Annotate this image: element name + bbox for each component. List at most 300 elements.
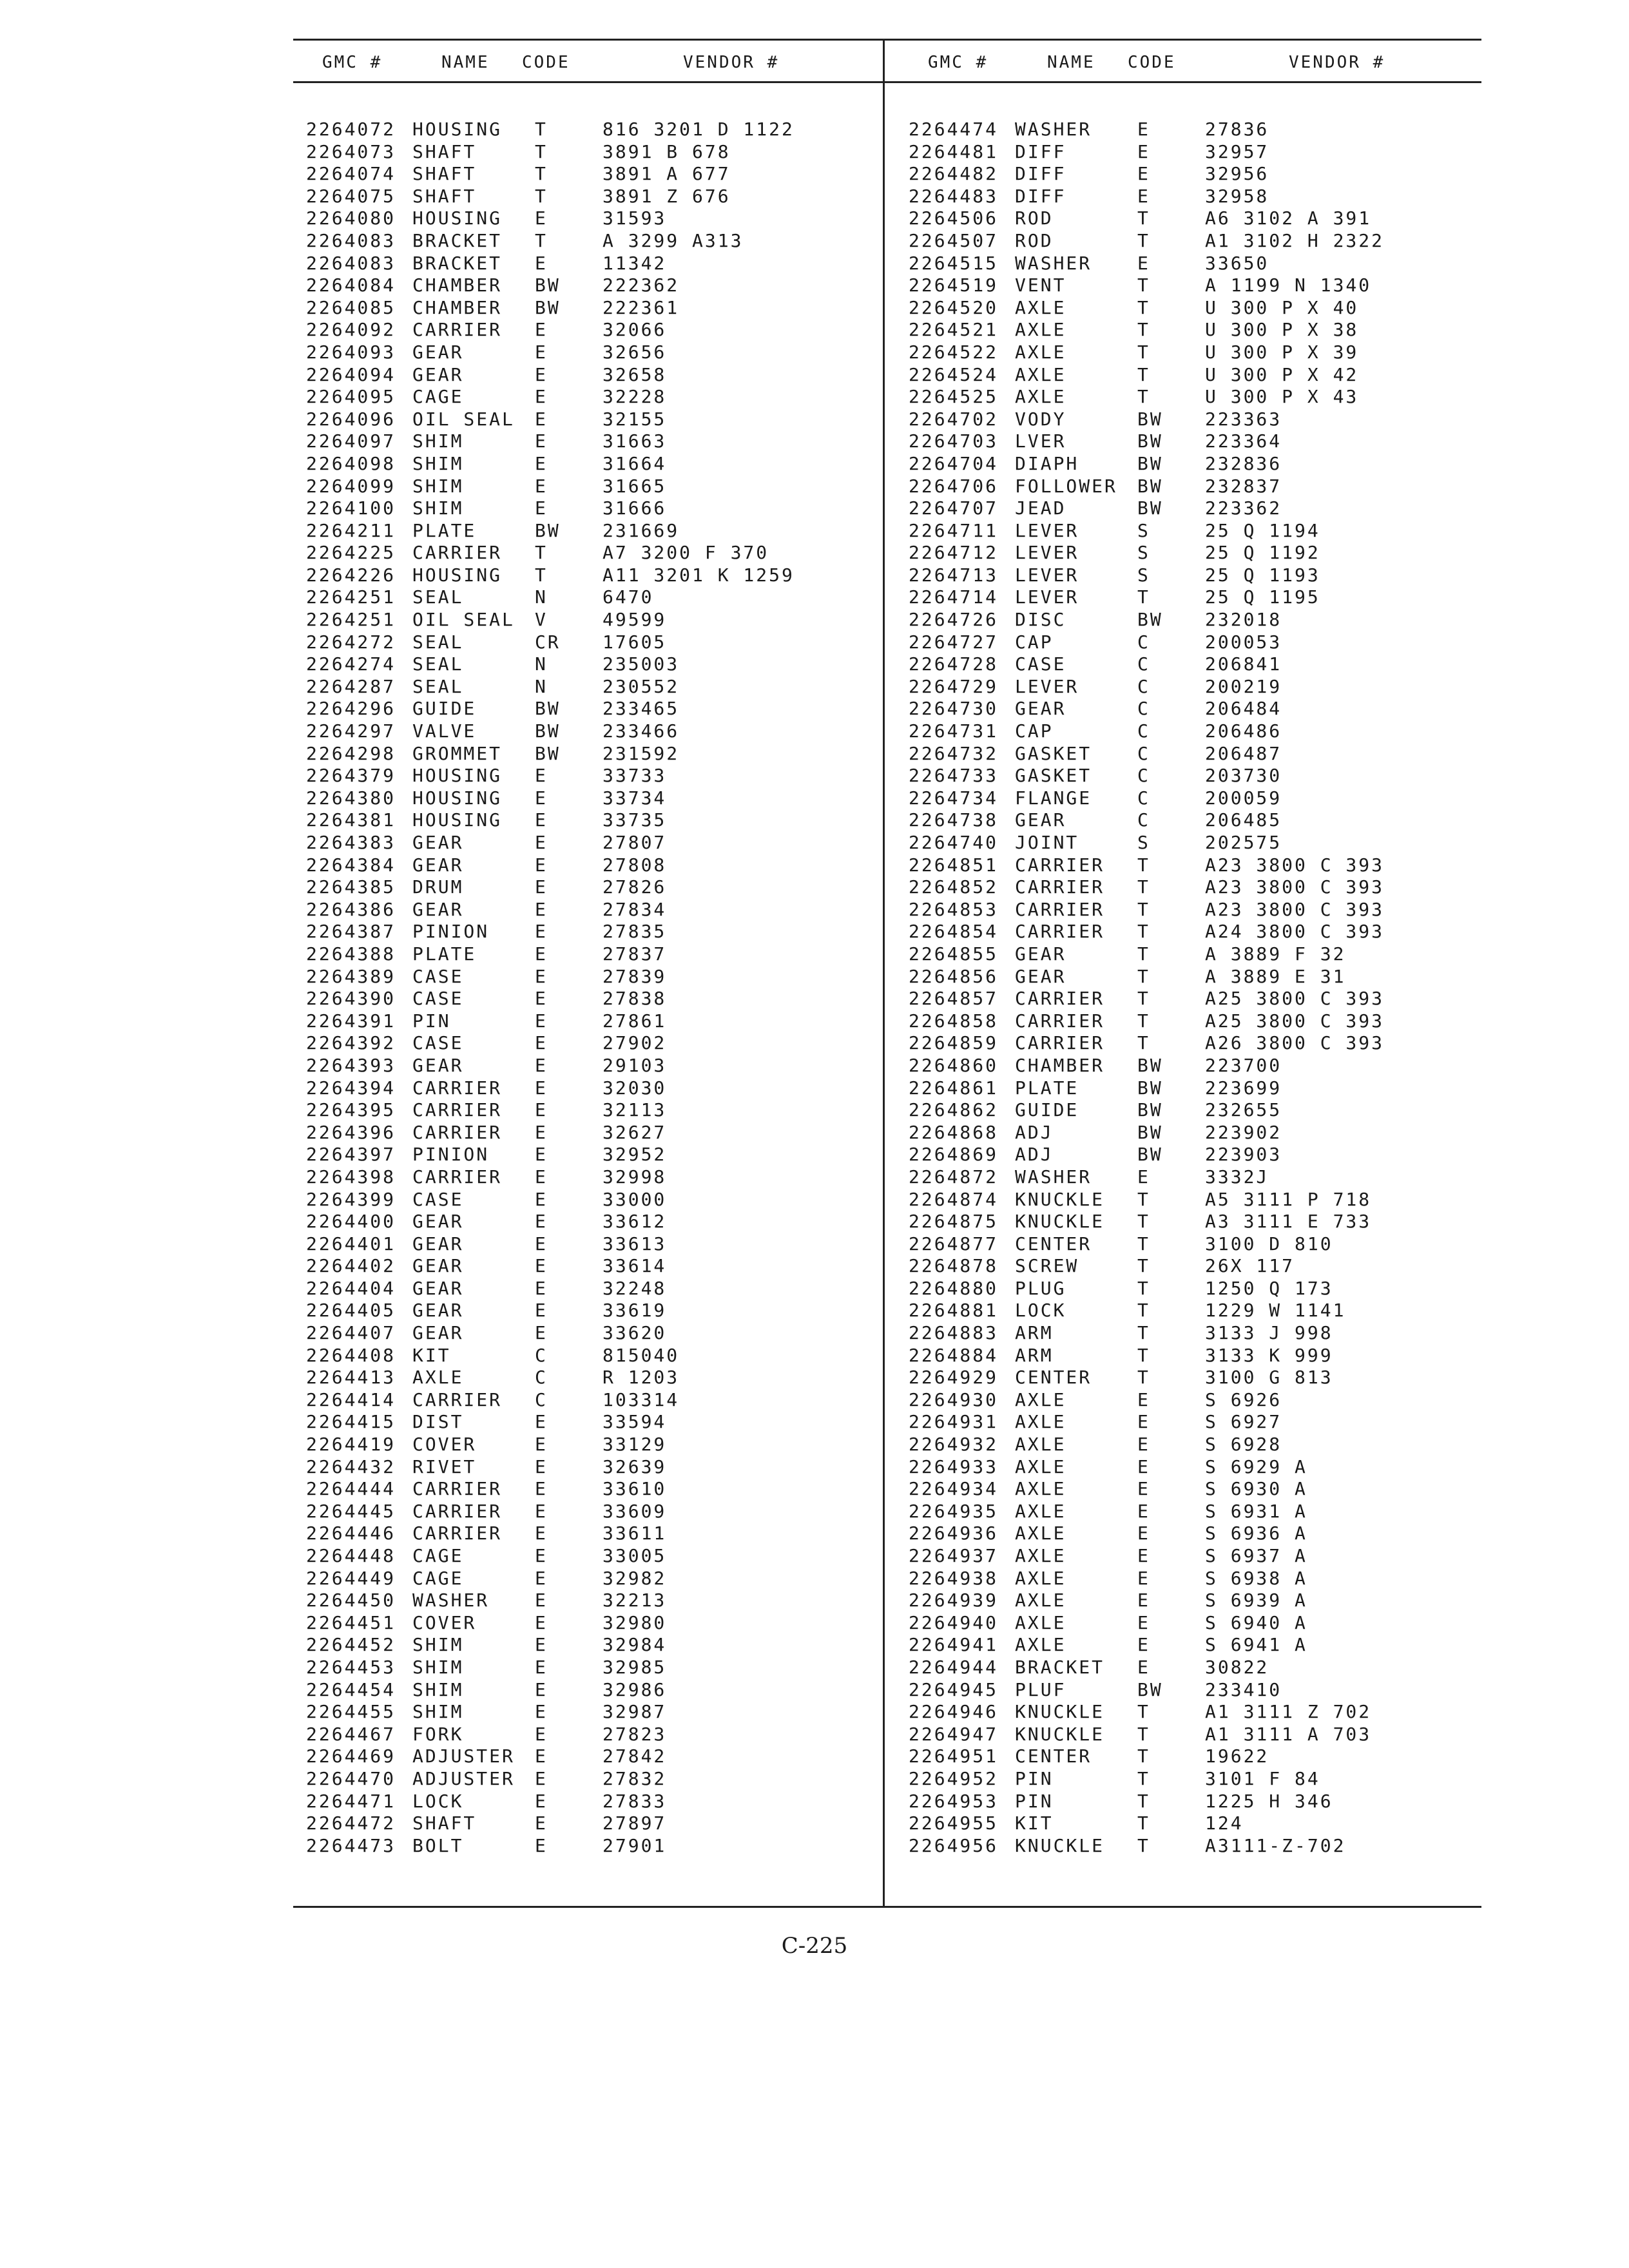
- vendor-code: C: [535, 1389, 548, 1410]
- vendor-number: U 300 P X 40: [1205, 296, 1359, 318]
- vendor-number: 33612: [602, 1211, 667, 1233]
- vendor-code: C: [1137, 742, 1150, 764]
- table-row: [306, 207, 873, 230]
- gmc-number: 2264419: [306, 1434, 396, 1456]
- part-name: OIL SEAL: [412, 609, 515, 631]
- vendor-code: E: [1137, 1590, 1150, 1611]
- gmc-number: 2264405: [306, 1300, 396, 1321]
- table-row: [909, 609, 1476, 631]
- vendor-code: T: [1137, 229, 1150, 251]
- vendor-number: A6 3102 A 391: [1205, 207, 1372, 229]
- gmc-number: 2264099: [306, 475, 396, 497]
- vendor-number: 223902: [1205, 1121, 1282, 1143]
- vendor-code: E: [1137, 163, 1150, 185]
- part-name: JEAD: [1015, 497, 1066, 519]
- part-name: SHAFT: [412, 185, 477, 207]
- vendor-code: T: [1137, 1344, 1150, 1366]
- table-row: [306, 163, 873, 186]
- part-name: CARRIER: [412, 1523, 503, 1544]
- vendor-code: E: [535, 1478, 548, 1500]
- part-name: CHAMBER: [1015, 1054, 1105, 1076]
- vendor-code: S: [1137, 832, 1150, 853]
- part-name: ROD: [1015, 229, 1054, 251]
- vendor-code: BW: [1137, 452, 1163, 474]
- vendor-code: T: [1137, 921, 1150, 943]
- gmc-number: 2264702: [909, 408, 999, 430]
- gmc-number: 2264387: [306, 921, 396, 943]
- gmc-number: 2264414: [306, 1389, 396, 1410]
- vendor-code: T: [1137, 586, 1150, 608]
- gmc-number: 2264472: [306, 1812, 396, 1834]
- gmc-number: 2264393: [306, 1054, 396, 1076]
- part-name: BRACKET: [412, 252, 503, 274]
- vendor-number: A3111-Z-702: [1205, 1834, 1346, 1856]
- gmc-number: 2264938: [909, 1567, 999, 1589]
- vendor-number: 30822: [1205, 1656, 1269, 1678]
- part-name: SHIM: [412, 1656, 464, 1678]
- vendor-number: 33000: [602, 1188, 667, 1210]
- vendor-code: T: [1137, 1790, 1150, 1812]
- table-row: [909, 453, 1476, 476]
- gmc-number: 2264450: [306, 1590, 396, 1611]
- part-name: GEAR: [412, 1233, 464, 1254]
- table-row: [909, 1745, 1476, 1768]
- gmc-number: 2264713: [909, 564, 999, 586]
- vendor-number: 32030: [602, 1077, 667, 1099]
- vendor-number: 32066: [602, 319, 667, 341]
- vendor-number: 27861: [602, 1010, 667, 1032]
- part-name: SHIM: [412, 475, 464, 497]
- vendor-number: S 6940 A: [1205, 1611, 1307, 1633]
- vendor-code: E: [535, 1077, 548, 1099]
- table-row: [909, 1278, 1476, 1300]
- vendor-number: 31666: [602, 497, 667, 519]
- vendor-number: 6470: [602, 586, 654, 608]
- table-row: [909, 1545, 1476, 1568]
- header-right-gmc: GMC #: [928, 53, 988, 72]
- vendor-number: A26 3800 C 393: [1205, 1032, 1385, 1054]
- vendor-code: T: [535, 140, 548, 162]
- gmc-number: 2264092: [306, 319, 396, 341]
- table-row: [306, 698, 873, 720]
- gmc-number: 2264272: [306, 631, 396, 653]
- table-row: [306, 1122, 873, 1144]
- vendor-number: 32958: [1205, 185, 1269, 207]
- vendor-number: 25 Q 1192: [1205, 542, 1320, 564]
- vendor-number: 32984: [602, 1634, 667, 1656]
- gmc-number: 2264944: [909, 1656, 999, 1678]
- vendor-number: 32987: [602, 1701, 667, 1723]
- part-name: BOLT: [412, 1834, 464, 1856]
- part-name: CARRIER: [412, 1166, 503, 1187]
- part-name: CARRIER: [1015, 1010, 1105, 1032]
- gmc-number: 2264706: [909, 475, 999, 497]
- vendor-number: 33005: [602, 1545, 667, 1566]
- part-name: LEVER: [1015, 519, 1079, 541]
- gmc-number: 2264401: [306, 1233, 396, 1254]
- vendor-number: R 1203: [602, 1367, 680, 1389]
- gmc-number: 2264704: [909, 452, 999, 474]
- vendor-code: T: [1137, 1723, 1150, 1745]
- table-row: [909, 364, 1476, 387]
- vendor-code: S: [1137, 564, 1150, 586]
- gmc-number: 2264386: [306, 898, 396, 920]
- table-row: [306, 966, 873, 988]
- table-row: [909, 1010, 1476, 1033]
- vendor-code: T: [1137, 1255, 1150, 1277]
- table-row: [306, 765, 873, 787]
- part-name: AXLE: [1015, 1456, 1066, 1477]
- part-name: GEAR: [412, 1255, 464, 1277]
- table-row: [306, 253, 873, 275]
- table-row: [306, 1791, 873, 1813]
- table-row: [909, 720, 1476, 743]
- table-row: [306, 943, 873, 966]
- gmc-number: 2264703: [909, 430, 999, 452]
- vendor-code: E: [535, 207, 548, 229]
- gmc-number: 2264936: [909, 1523, 999, 1544]
- gmc-number: 2264524: [909, 363, 999, 385]
- table-row: [306, 1411, 873, 1434]
- vendor-number: A11 3201 K 1259: [602, 564, 795, 586]
- vendor-code: T: [1137, 296, 1150, 318]
- table-row: [306, 1612, 873, 1635]
- header-left-code: CODE: [522, 53, 570, 72]
- gmc-number: 2264448: [306, 1545, 396, 1566]
- vendor-number: A23 3800 C 393: [1205, 898, 1385, 920]
- part-name: GASKET: [1015, 742, 1092, 764]
- vendor-number: 206484: [1205, 698, 1282, 720]
- gmc-number: 2264084: [306, 274, 396, 296]
- vendor-code: BW: [535, 274, 561, 296]
- vendor-number: U 300 P X 39: [1205, 341, 1359, 363]
- part-name: DIFF: [1015, 140, 1066, 162]
- part-name: PLATE: [1015, 1077, 1079, 1099]
- gmc-number: 2264296: [306, 698, 396, 720]
- part-name: KNUCKLE: [1015, 1188, 1105, 1210]
- vendor-code: E: [1137, 119, 1150, 140]
- gmc-number: 2264100: [306, 497, 396, 519]
- vendor-number: 230552: [602, 675, 680, 697]
- table-row: [909, 1812, 1476, 1835]
- part-name: HOUSING: [412, 787, 503, 809]
- vendor-number: 32627: [602, 1121, 667, 1143]
- gmc-number: 2264940: [909, 1611, 999, 1633]
- gmc-number: 2264956: [909, 1834, 999, 1856]
- vendor-number: 816 3201 D 1122: [602, 119, 795, 140]
- table-row: [909, 1099, 1476, 1122]
- table-row: [909, 1791, 1476, 1813]
- vendor-code: T: [535, 119, 548, 140]
- vendor-code: E: [535, 898, 548, 920]
- vendor-code: T: [1137, 988, 1150, 1010]
- table-row: [909, 854, 1476, 877]
- vendor-code: E: [535, 1166, 548, 1187]
- table-row: [306, 1077, 873, 1100]
- gmc-number: 2264872: [909, 1166, 999, 1187]
- vendor-code: S: [1137, 519, 1150, 541]
- vendor-number: 3100 D 810: [1205, 1233, 1333, 1254]
- vendor-number: 32985: [602, 1656, 667, 1678]
- part-name: SEAL: [412, 675, 464, 697]
- table-row: [909, 1590, 1476, 1612]
- vendor-number: 202575: [1205, 832, 1282, 853]
- part-name: PINION: [412, 1144, 490, 1166]
- table-row: [306, 542, 873, 564]
- part-name: SEAL: [412, 586, 464, 608]
- vendor-code: E: [535, 252, 548, 274]
- table-row: [306, 1367, 873, 1389]
- part-name: CARRIER: [412, 1121, 503, 1143]
- table-row: [306, 787, 873, 810]
- vendor-number: S 6929 A: [1205, 1456, 1307, 1477]
- vendor-code: E: [535, 1434, 548, 1456]
- vendor-number: A 1199 N 1340: [1205, 274, 1372, 296]
- vendor-code: E: [535, 1032, 548, 1054]
- table-row: [306, 1211, 873, 1233]
- table-row: [306, 631, 873, 654]
- gmc-number: 2264507: [909, 229, 999, 251]
- part-name: LEVER: [1015, 542, 1079, 564]
- part-name: GEAR: [412, 363, 464, 385]
- vendor-code: E: [1137, 1478, 1150, 1500]
- table-row: [909, 497, 1476, 520]
- vendor-code: E: [1137, 1411, 1150, 1433]
- table-row: [306, 653, 873, 676]
- table-row: [909, 787, 1476, 810]
- vendor-number: 223903: [1205, 1144, 1282, 1166]
- gmc-number: 2264388: [306, 943, 396, 965]
- table-row: [909, 653, 1476, 676]
- part-name: AXLE: [1015, 386, 1066, 408]
- part-name: LOCK: [1015, 1300, 1066, 1321]
- vendor-code: E: [535, 1233, 548, 1254]
- vendor-code: E: [535, 1500, 548, 1522]
- part-name: CASE: [1015, 653, 1066, 675]
- vendor-code: E: [535, 1834, 548, 1856]
- part-name: HOUSING: [412, 119, 503, 140]
- vendor-code: BW: [535, 720, 561, 742]
- table-row: [306, 230, 873, 253]
- vendor-number: U 300 P X 43: [1205, 386, 1359, 408]
- vendor-number: S 6939 A: [1205, 1590, 1307, 1611]
- gmc-number: 2264732: [909, 742, 999, 764]
- gmc-number: 2264392: [306, 1032, 396, 1054]
- part-name: PIN: [1015, 1790, 1054, 1812]
- vendor-code: E: [1137, 1634, 1150, 1656]
- gmc-number: 2264519: [909, 274, 999, 296]
- gmc-number: 2264396: [306, 1121, 396, 1143]
- vendor-code: E: [535, 1790, 548, 1812]
- table-row: [909, 542, 1476, 564]
- vendor-number: 3891 B 678: [602, 140, 731, 162]
- vendor-code: E: [535, 1590, 548, 1611]
- vendor-code: C: [1137, 631, 1150, 653]
- table-row: [909, 1367, 1476, 1389]
- gmc-number: 2264851: [909, 854, 999, 876]
- table-row: [909, 1189, 1476, 1211]
- vendor-number: 27834: [602, 898, 667, 920]
- vendor-number: 232837: [1205, 475, 1282, 497]
- vendor-code: E: [535, 965, 548, 987]
- vendor-code: C: [1137, 698, 1150, 720]
- table-row: [306, 1523, 873, 1545]
- gmc-number: 2264955: [909, 1812, 999, 1834]
- gmc-number: 2264083: [306, 252, 396, 274]
- gmc-number: 2264951: [909, 1745, 999, 1767]
- gmc-number: 2264522: [909, 341, 999, 363]
- gmc-number: 2264380: [306, 787, 396, 809]
- vendor-number: 1229 W 1141: [1205, 1300, 1346, 1321]
- gmc-number: 2264860: [909, 1054, 999, 1076]
- vendor-code: T: [1137, 274, 1150, 296]
- table-row: [909, 1434, 1476, 1456]
- vendor-number: 1225 H 346: [1205, 1790, 1333, 1812]
- bottom-rule: [293, 1906, 1481, 1908]
- part-name: ARM: [1015, 1344, 1054, 1366]
- table-row: [909, 1634, 1476, 1657]
- part-name: CARRIER: [1015, 898, 1105, 920]
- vendor-number: 32982: [602, 1567, 667, 1589]
- table-row: [306, 676, 873, 698]
- table-row: [306, 1055, 873, 1077]
- vendor-number: 11342: [602, 252, 667, 274]
- part-name: HOUSING: [412, 564, 503, 586]
- gmc-number: 2264394: [306, 1077, 396, 1099]
- part-name: CARRIER: [412, 1077, 503, 1099]
- table-row: [909, 1166, 1476, 1189]
- part-name: CARRIER: [412, 542, 503, 564]
- table-row: [909, 1411, 1476, 1434]
- gmc-number: 2264432: [306, 1456, 396, 1477]
- part-name: CAP: [1015, 720, 1054, 742]
- table-row: [909, 230, 1476, 253]
- part-name: AXLE: [412, 1367, 464, 1389]
- vendor-number: 27901: [602, 1834, 667, 1856]
- vendor-number: 3891 Z 676: [602, 185, 731, 207]
- vendor-code: E: [535, 765, 548, 787]
- part-name: LVER: [1015, 430, 1066, 452]
- vendor-code: S: [1137, 542, 1150, 564]
- part-name: AXLE: [1015, 1590, 1066, 1611]
- gmc-number: 2264287: [306, 675, 396, 697]
- table-row: [909, 832, 1476, 854]
- vendor-number: 31593: [602, 207, 667, 229]
- vendor-code: E: [535, 1322, 548, 1344]
- header-left-vendor: VENDOR #: [683, 53, 780, 72]
- gmc-number: 2264733: [909, 765, 999, 787]
- part-name: CENTER: [1015, 1745, 1092, 1767]
- gmc-number: 2264074: [306, 163, 396, 185]
- part-name: AXLE: [1015, 1634, 1066, 1656]
- table-row: [909, 676, 1476, 698]
- vendor-number: 815040: [602, 1344, 680, 1366]
- table-row: [909, 586, 1476, 609]
- vendor-number: U 300 P X 38: [1205, 319, 1359, 341]
- table-row: [306, 1233, 873, 1256]
- vendor-number: 32658: [602, 363, 667, 385]
- vendor-number: S 6941 A: [1205, 1634, 1307, 1656]
- table-row: [306, 408, 873, 431]
- vendor-number: A24 3800 C 393: [1205, 921, 1385, 943]
- vendor-number: 32228: [602, 386, 667, 408]
- vendor-number: 32980: [602, 1611, 667, 1633]
- vendor-code: E: [1137, 1523, 1150, 1544]
- table-row: [306, 453, 873, 476]
- table-row: [909, 631, 1476, 654]
- vendor-number: A23 3800 C 393: [1205, 854, 1385, 876]
- vendor-number: 231592: [602, 742, 680, 764]
- vendor-number: 200059: [1205, 787, 1282, 809]
- vendor-number: 33619: [602, 1300, 667, 1321]
- gmc-number: 2264473: [306, 1834, 396, 1856]
- vendor-code: BW: [1137, 475, 1163, 497]
- part-name: GUIDE: [412, 698, 477, 720]
- part-name: SEAL: [412, 653, 464, 675]
- vendor-number: 3133 K 999: [1205, 1344, 1333, 1366]
- vendor-code: T: [1137, 1211, 1150, 1233]
- part-name: CASE: [412, 965, 464, 987]
- vendor-number: A25 3800 C 393: [1205, 988, 1385, 1010]
- part-name: AXLE: [1015, 1523, 1066, 1544]
- gmc-number: 2264072: [306, 119, 396, 140]
- table-row: [306, 1657, 873, 1679]
- vendor-number: S 6927: [1205, 1411, 1282, 1433]
- part-name: PIN: [412, 1010, 451, 1032]
- part-name: PINION: [412, 921, 490, 943]
- vendor-code: E: [535, 1545, 548, 1566]
- table-row: [909, 1055, 1476, 1077]
- part-name: DIFF: [1015, 185, 1066, 207]
- part-name: ADJUSTER: [412, 1745, 515, 1767]
- part-name: GEAR: [1015, 809, 1066, 831]
- gmc-number: 2264931: [909, 1411, 999, 1433]
- gmc-number: 2264402: [306, 1255, 396, 1277]
- table-row: [306, 921, 873, 943]
- vendor-number: 31664: [602, 452, 667, 474]
- table-row: [909, 1835, 1476, 1858]
- table-row: [306, 1010, 873, 1033]
- parts-list-right: [909, 119, 1476, 1857]
- table-row: [306, 1345, 873, 1367]
- part-name: WASHER: [412, 1590, 490, 1611]
- vendor-code: BW: [1137, 1099, 1163, 1121]
- table-row: [306, 743, 873, 765]
- part-name: ADJ: [1015, 1144, 1054, 1166]
- part-name: HOUSING: [412, 207, 503, 229]
- part-name: SEAL: [412, 631, 464, 653]
- vendor-number: 31665: [602, 475, 667, 497]
- vendor-code: T: [1137, 341, 1150, 363]
- vendor-code: E: [535, 452, 548, 474]
- vendor-number: 3332J: [1205, 1166, 1269, 1187]
- table-row: [306, 564, 873, 587]
- vendor-number: 27807: [602, 832, 667, 853]
- part-name: VODY: [1015, 408, 1066, 430]
- vendor-number: 19622: [1205, 1745, 1269, 1767]
- gmc-number: 2264515: [909, 252, 999, 274]
- gmc-number: 2264875: [909, 1211, 999, 1233]
- part-name: PLATE: [412, 943, 477, 965]
- vendor-code: T: [1137, 1010, 1150, 1032]
- table-row: [306, 1835, 873, 1858]
- gmc-number: 2264404: [306, 1277, 396, 1299]
- vendor-number: 33735: [602, 809, 667, 831]
- part-name: GASKET: [1015, 765, 1092, 787]
- part-name: GEAR: [412, 898, 464, 920]
- vendor-code: E: [535, 1723, 548, 1745]
- vendor-number: 27837: [602, 943, 667, 965]
